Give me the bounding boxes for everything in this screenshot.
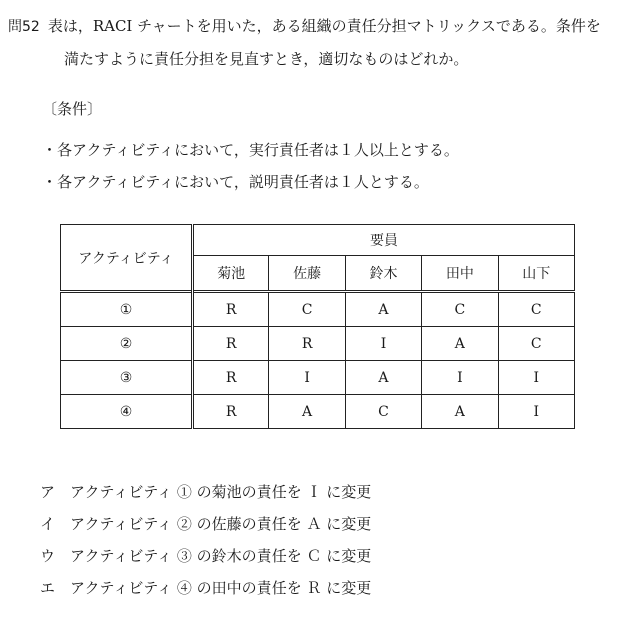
answer-option-u[interactable] [40,540,371,572]
question-text-line1: 表は，RACI チャートを用いた，ある組織の責任分担マトリックスである。条件を [47,17,601,35]
member-name: 菊池 [193,256,269,292]
raci-cell: R [193,395,269,429]
raci-cell: R [269,327,345,361]
raci-cell: R [193,292,269,327]
option-key: イ [40,515,56,533]
activity-label: ② [61,327,193,361]
raci-cell: C [422,292,498,327]
option-key: エ [40,579,56,597]
answer-option-i[interactable] [40,508,371,540]
answer-option-a[interactable] [40,476,371,508]
raci-cell: I [498,361,574,395]
conditions-list [42,134,459,198]
raci-cell: A [345,292,421,327]
option-key: ウ [40,547,56,565]
members-header: 要員 [193,225,575,256]
condition-item: ・各アクティビティにおいて，説明責任者は１人とする。 [42,173,429,191]
raci-cell: A [269,395,345,429]
question-stem [8,10,630,75]
question-text-line2: 満たすように責任分担を見直すとき，適切なものはどれか。 [64,50,469,68]
option-key: ア [40,483,56,501]
raci-cell: R [193,327,269,361]
answer-option-e[interactable] [40,572,371,604]
table-row [61,361,575,395]
answer-options [40,476,371,604]
raci-cell: I [269,361,345,395]
option-text: アクティビティ ② の佐藤の責任を Ａ に変更 [70,515,372,533]
raci-cell: C [498,327,574,361]
raci-cell: C [269,292,345,327]
activity-label: ① [61,292,193,327]
raci-cell: A [345,361,421,395]
raci-cell: I [498,395,574,429]
activity-label: ④ [61,395,193,429]
member-name: 山下 [498,256,574,292]
activity-header: アクティビティ [61,225,193,292]
option-text: アクティビティ ④ の田中の責任を Ｒ に変更 [70,579,372,597]
table-row [61,327,575,361]
option-text: アクティビティ ① の菊池の責任を Ｉ に変更 [70,483,372,501]
raci-cell: C [345,395,421,429]
member-name: 佐藤 [269,256,345,292]
raci-chart-table [60,224,575,429]
raci-cell: C [498,292,574,327]
conditions-title: 〔条件〕 [42,100,103,118]
activity-label: ③ [61,361,193,395]
table-row [61,292,575,327]
member-name: 田中 [422,256,498,292]
raci-cell: A [422,395,498,429]
raci-cell: I [345,327,421,361]
table-row [61,395,575,429]
raci-cell: R [193,361,269,395]
condition-item: ・各アクティビティにおいて，実行責任者は１人以上とする。 [42,141,459,159]
question-number: 問52 [8,19,40,35]
raci-cell: I [422,361,498,395]
member-name: 鈴木 [345,256,421,292]
raci-cell: A [422,327,498,361]
option-text: アクティビティ ③ の鈴木の責任を Ｃ に変更 [70,547,372,565]
